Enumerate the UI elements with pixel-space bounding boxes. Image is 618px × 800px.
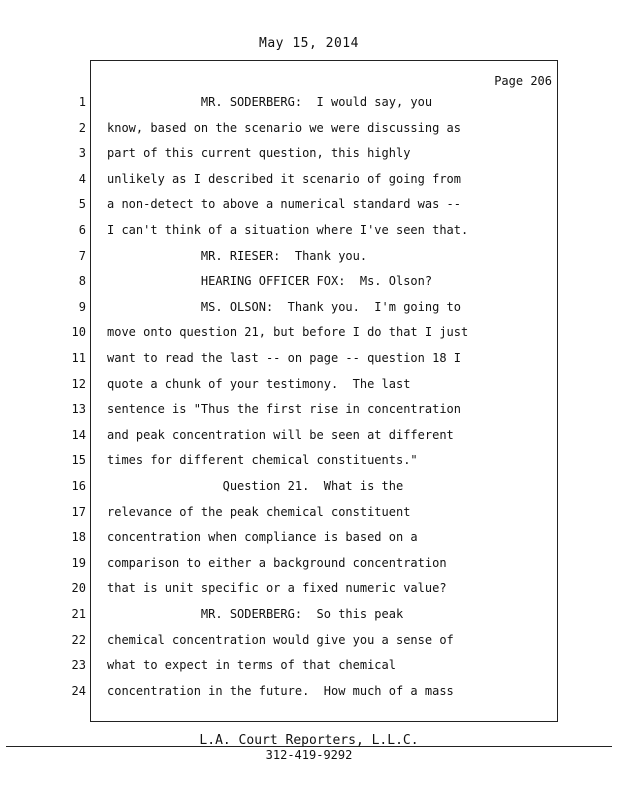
transcript-line	[0, 146, 618, 171]
line-number: 6	[78, 223, 86, 237]
line-text: times for different chemical constituents."	[107, 453, 418, 468]
line-text: comparison to either a background concentration	[107, 555, 447, 570]
line-number: 8	[78, 274, 86, 289]
line-text: MS. OLSON: Thank you. I'm going to	[107, 299, 462, 314]
footer-company: L.A. Court Reporters, L.L.C.	[199, 733, 419, 748]
line-number: 12	[71, 376, 86, 391]
line-number: 21	[71, 607, 86, 621]
line-number: 18	[71, 530, 86, 545]
line-number: 24	[71, 683, 86, 698]
transcript-line	[0, 325, 618, 350]
line-text: that is unit specific or a fixed numeric value?	[107, 581, 447, 596]
line-text: know, based on the scenario we were discussing as	[107, 120, 462, 135]
line-number: 11	[71, 351, 86, 365]
line-number: 17	[71, 504, 86, 519]
transcript-line	[0, 274, 618, 299]
line-text: HEARING OFFICER FOX: Ms. Olson?	[107, 274, 433, 289]
line-number: 13	[71, 402, 86, 417]
transcript-line	[0, 172, 618, 197]
transcript-line	[0, 581, 618, 606]
transcript-line	[0, 479, 618, 504]
transcript-line	[0, 633, 618, 658]
line-number: 19	[71, 555, 86, 570]
transcript-line	[0, 377, 618, 402]
line-number: 15	[71, 453, 86, 468]
line-number: 2	[78, 120, 86, 135]
transcript-line	[0, 453, 618, 478]
line-text: concentration when compliance is based on a	[107, 530, 418, 545]
transcript-line	[0, 223, 618, 248]
line-text: what to expect in terms of that chemical	[107, 658, 396, 673]
footer-phone: 312-419-9292	[265, 748, 353, 762]
transcript-line	[0, 607, 618, 632]
line-text: Question 21. What is the	[107, 479, 404, 493]
line-number: 16	[71, 479, 86, 493]
line-number: 23	[71, 658, 86, 673]
transcript-line	[0, 197, 618, 222]
transcript-line	[0, 95, 618, 120]
line-text: MR. SODERBERG: So this peak	[107, 607, 404, 621]
line-text: chemical concentration would give you a sense of	[107, 632, 454, 647]
line-text: unlikely as I described it scenario of going from	[107, 171, 462, 186]
line-number: 20	[71, 581, 86, 596]
transcript-line	[0, 684, 618, 709]
line-text: a non-detect to above a numerical standard was --	[107, 197, 462, 212]
line-text: and peak concentration will be seen at different	[107, 427, 454, 442]
header-date: May 15, 2014	[259, 36, 359, 51]
transcript-line	[0, 300, 618, 325]
line-number: 22	[71, 632, 86, 647]
line-text: I can't think of a situation where I've seen that.	[107, 223, 469, 237]
transcript-line	[0, 249, 618, 274]
line-number: 5	[78, 197, 86, 212]
transcript-line	[0, 428, 618, 453]
transcript-line	[0, 351, 618, 376]
line-text: MR. SODERBERG: I would say, you	[107, 95, 433, 109]
line-number: 9	[78, 299, 86, 314]
line-text: want to read the last -- on page -- question 18 I	[107, 351, 462, 365]
line-number: 7	[78, 248, 86, 263]
line-text: relevance of the peak chemical constituent	[107, 504, 411, 519]
transcript-line	[0, 402, 618, 427]
transcript-line	[0, 505, 618, 530]
transcript-line	[0, 556, 618, 581]
line-text: concentration in the future. How much of a mass	[107, 683, 454, 698]
line-number: 10	[71, 325, 86, 340]
line-number: 1	[78, 95, 86, 109]
line-text: move onto question 21, but before I do that I just	[107, 325, 469, 340]
transcript-line	[0, 530, 618, 555]
line-text: quote a chunk of your testimony. The last	[107, 376, 411, 391]
line-number: 4	[78, 171, 86, 186]
transcript-line	[0, 121, 618, 146]
line-number: 14	[71, 427, 86, 442]
page-number: Page 206	[494, 74, 552, 88]
line-text: MR. RIESER: Thank you.	[107, 248, 368, 263]
line-text: sentence is "Thus the first rise in concentration	[107, 402, 462, 417]
footer-divider	[6, 746, 612, 747]
transcript-line	[0, 658, 618, 683]
line-text: part of this current question, this highly	[107, 146, 411, 161]
line-number: 3	[78, 146, 86, 161]
